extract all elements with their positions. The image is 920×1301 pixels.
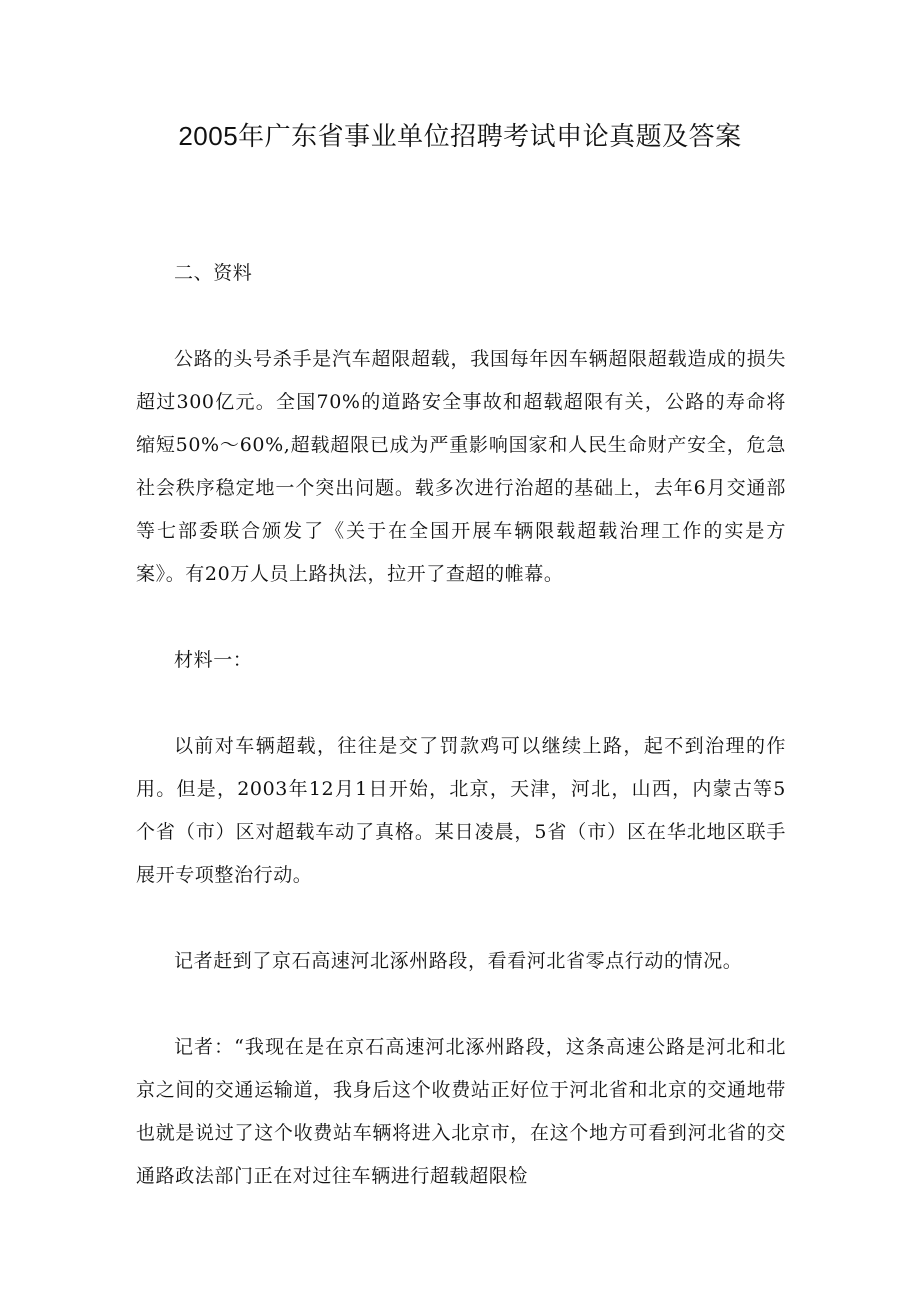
paragraph-reporter-arrival: 记者赶到了京石高速河北涿州路段，看看河北省零点行动的情况。	[174, 950, 743, 972]
paragraph-intro: 公路的头号杀手是汽车超限超载，我国每年因车辆超限超载造成的损失超过300亿元。全国70%的道路安全事故和超载超限有关，公路的寿命将缩短50%～60%,超载超限已成为严重影响国家和人民生命财产安全，危急社会秩序稳定地一个突出问题。载多次进行治超的基础上，去年6月交通部等七部委联合颁发了《关于在全国开展车辆限载超载治理工作的实是方案》。有20万人员上路执法，拉开了查超的帷幕。	[136, 348, 786, 585]
material-heading: 材料一：	[174, 649, 253, 671]
document-body	[136, 252, 786, 1198]
section-heading: 二、资料	[174, 262, 253, 284]
document-title: 2005年广东省事业单位招聘考试申论真题及答案	[178, 121, 742, 151]
paragraph-reporter-quote: 记者：“我现在是在京石高速河北涿州路段，这条高速公路是河北和北京之间的交通运输道，我身后这个收费站正好位于河北省和北京的交通地带也就是说过了这个收费站车辆将进入北京市，在这个地方可看到河北省的交通路政法部门正在对过往车辆进行超载超限检	[136, 1036, 786, 1187]
paragraph-material-one: 以前对车辆超载，往往是交了罚款鸡可以继续上路，起不到治理的作用。但是，2003年12月1日开始，北京，天津，河北，山西，内蒙古等5个省（市）区对超载车动了真格。某日凌晨，5省（市）区在华北地区联手展开专项整治行动。	[136, 735, 786, 886]
